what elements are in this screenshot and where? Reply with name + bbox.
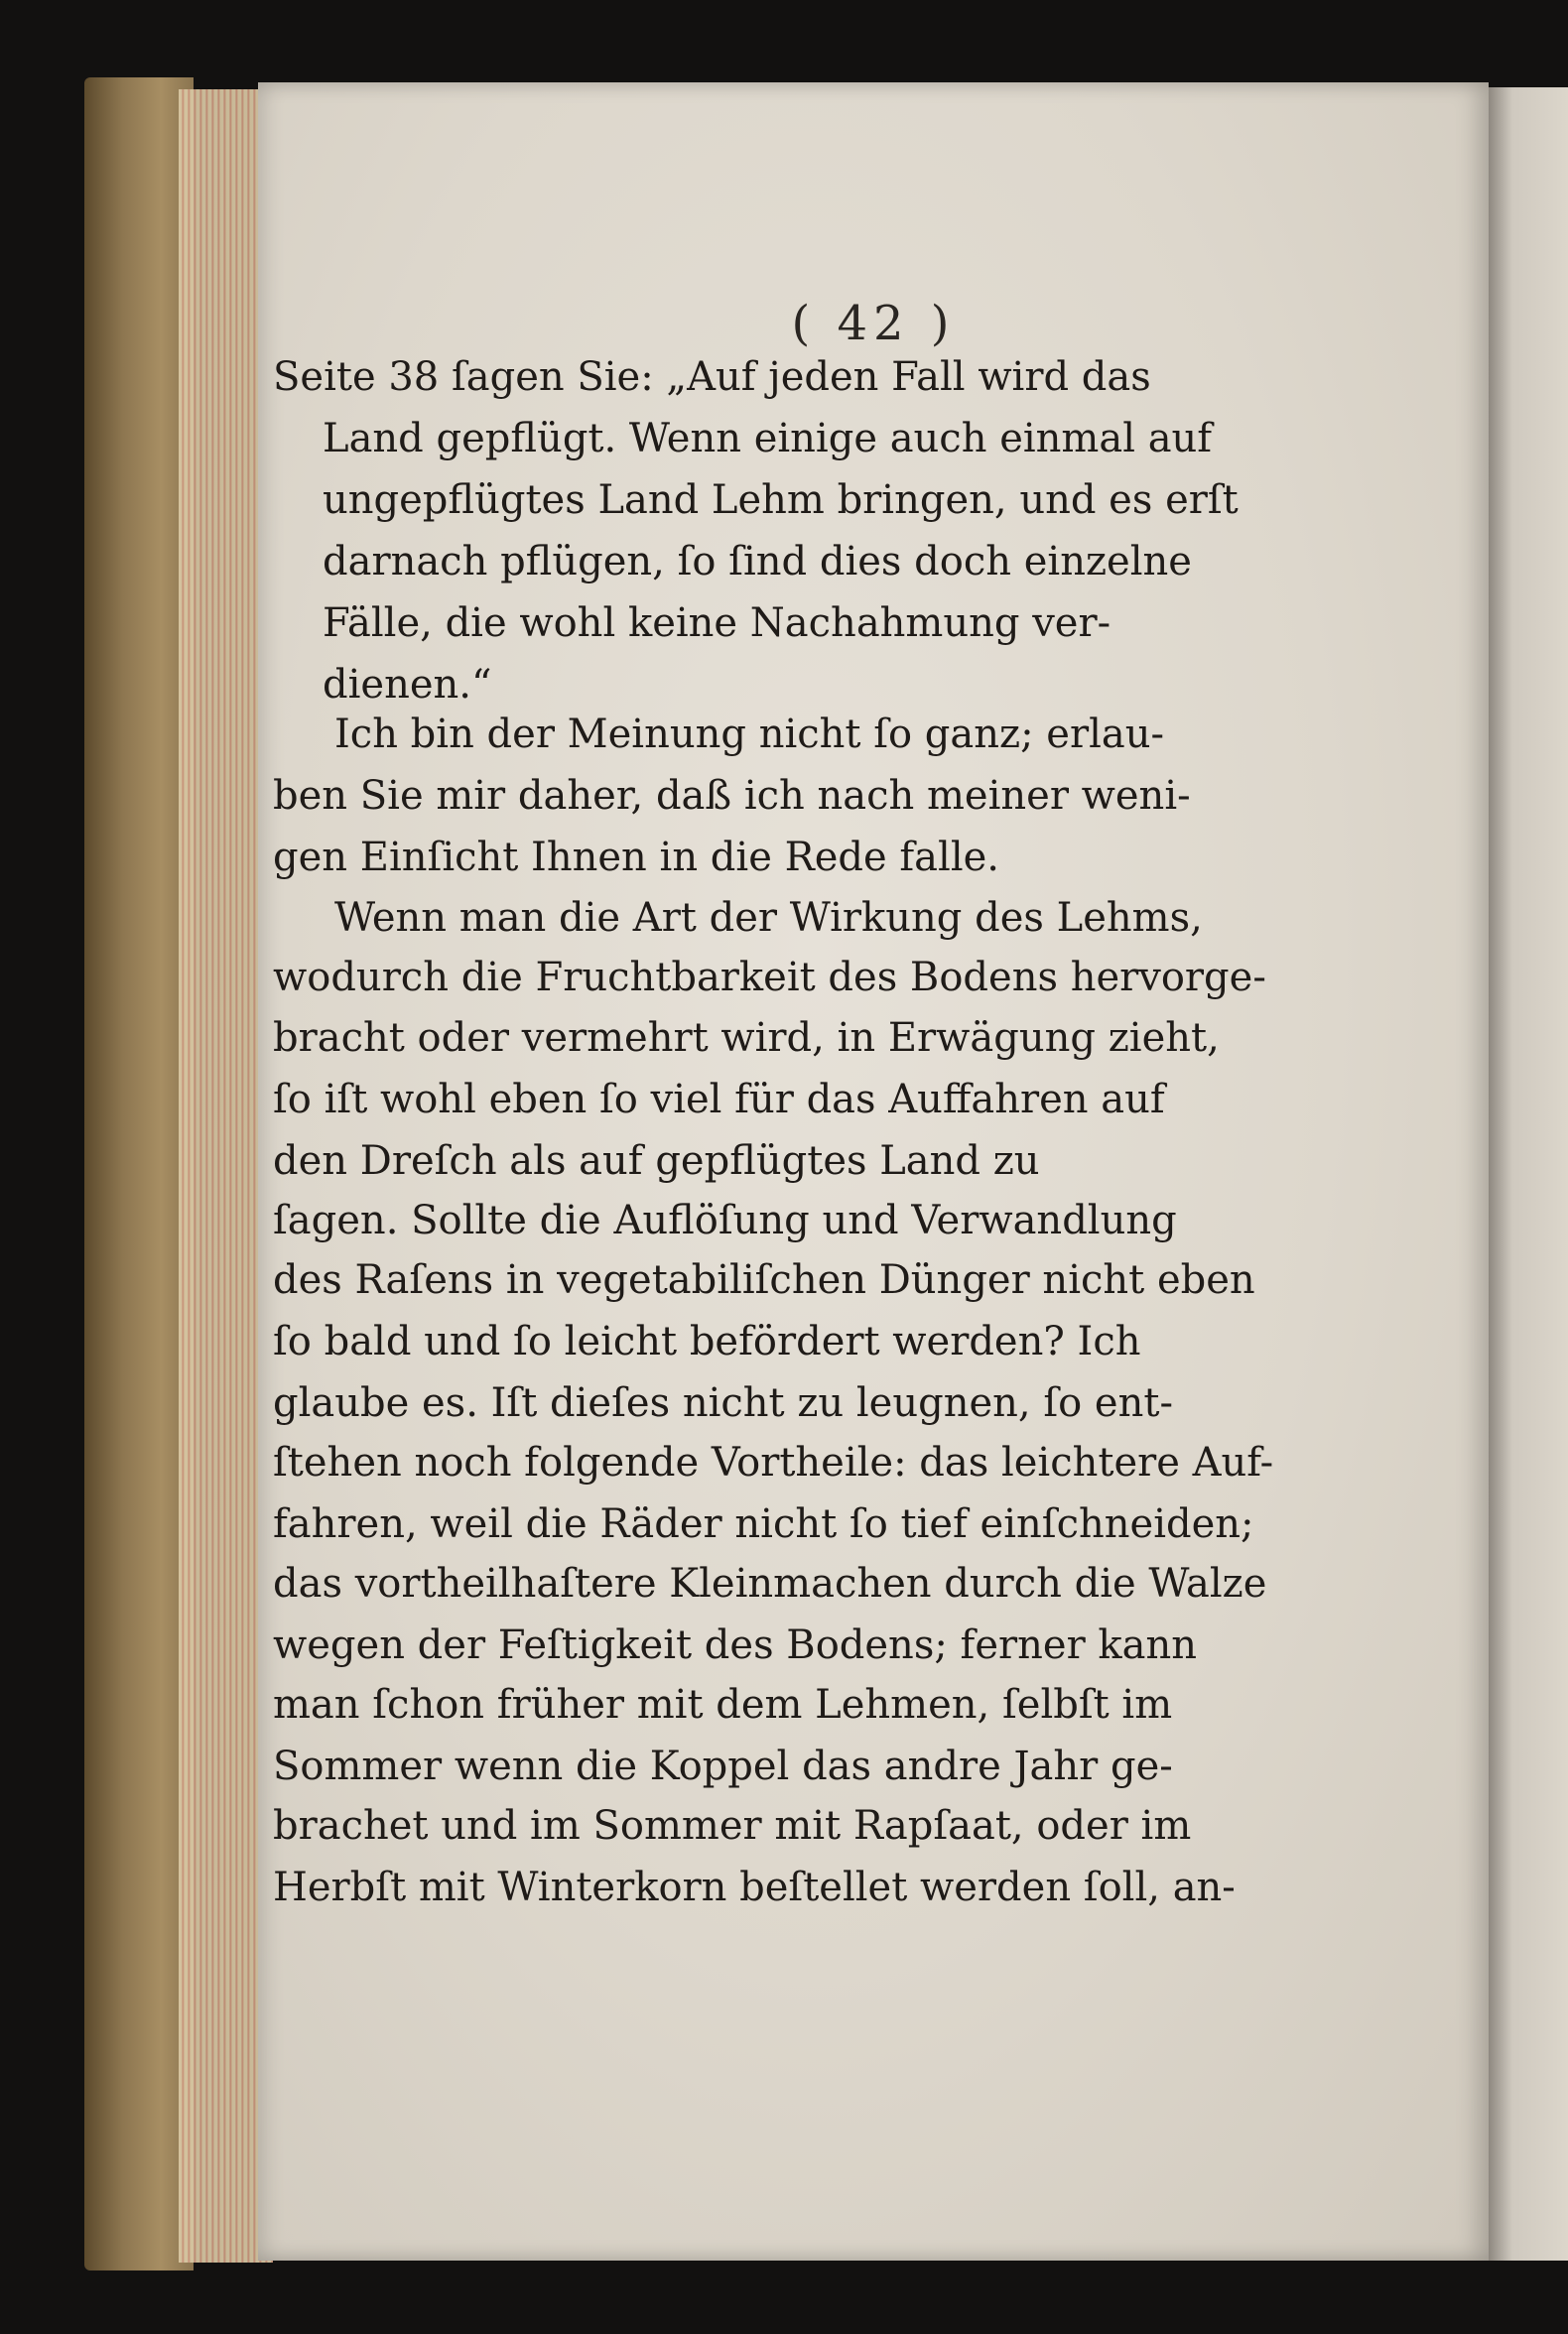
text-line: gen Einſicht Ihnen in die Rede falle. [273, 835, 999, 880]
text-line: fahren, weil die Räder nicht ſo tief einſchneiden; [273, 1501, 1254, 1547]
text-line: ben Sie mir daher, daß ich nach meiner weni- [273, 773, 1191, 819]
text-line: Ich bin der Meinung nicht ſo ganz; erlau- [334, 712, 1164, 757]
text-line: ſtehen noch folgende Vortheile: das leichtere Auf- [273, 1440, 1274, 1486]
text-line: Herbſt mit Winterkorn beſtellet werden ſoll, an- [273, 1865, 1236, 1910]
text-line: Seite 38 ſagen Sie: „Auf jeden Fall wird das [273, 354, 1151, 400]
page-number: ( 42 ) [791, 296, 956, 351]
text-line: wegen der Feſtigkeit des Bodens; ferner kann [273, 1622, 1198, 1668]
text-line: man ſchon früher mit dem Lehmen, ſelbſt im [273, 1682, 1173, 1728]
text-line: dienen.“ [323, 662, 492, 708]
text-line: darnach pflügen, ſo ſind dies doch einzelne [323, 539, 1192, 584]
text-line: ungepflügtes Land Lehm bringen, und es erſt [323, 477, 1239, 523]
book-cover-edge [84, 77, 194, 2270]
text-line: Fälle, die wohl keine Nachahmung ver- [323, 600, 1111, 646]
text-line: den Dreſch als auf gepflügtes Land zu [273, 1138, 1040, 1184]
text-line: bracht oder vermehrt wird, in Erwägung zieht, [273, 1015, 1220, 1061]
text-line: Sommer wenn die Koppel das andre Jahr ge- [273, 1744, 1173, 1789]
text-line: Land gepflügt. Wenn einige auch einmal auf [323, 416, 1213, 461]
next-page-edge [1489, 87, 1568, 2261]
text-line: des Raſens in vegetabiliſchen Dünger nicht eben [273, 1257, 1255, 1303]
text-line: ſo bald und ſo leicht befördert werden? Ich [273, 1319, 1141, 1364]
text-line: ſagen. Sollte die Auflöſung und Verwandlung [273, 1198, 1177, 1243]
text-line: brachet und im Sommer mit Rapſaat, oder im [273, 1803, 1192, 1849]
text-line: das vortheilhaſtere Kleinmachen durch die Walze [273, 1561, 1267, 1607]
text-line: ſo iſt wohl eben ſo viel für das Auffahren auf [273, 1077, 1165, 1122]
text-line: wodurch die Fruchtbarkeit des Bodens hervorge- [273, 955, 1266, 1000]
text-line: Wenn man die Art der Wirkung des Lehms, [334, 895, 1203, 941]
text-line: glaube es. Iſt dieſes nicht zu leugnen, ſo ent- [273, 1380, 1173, 1426]
